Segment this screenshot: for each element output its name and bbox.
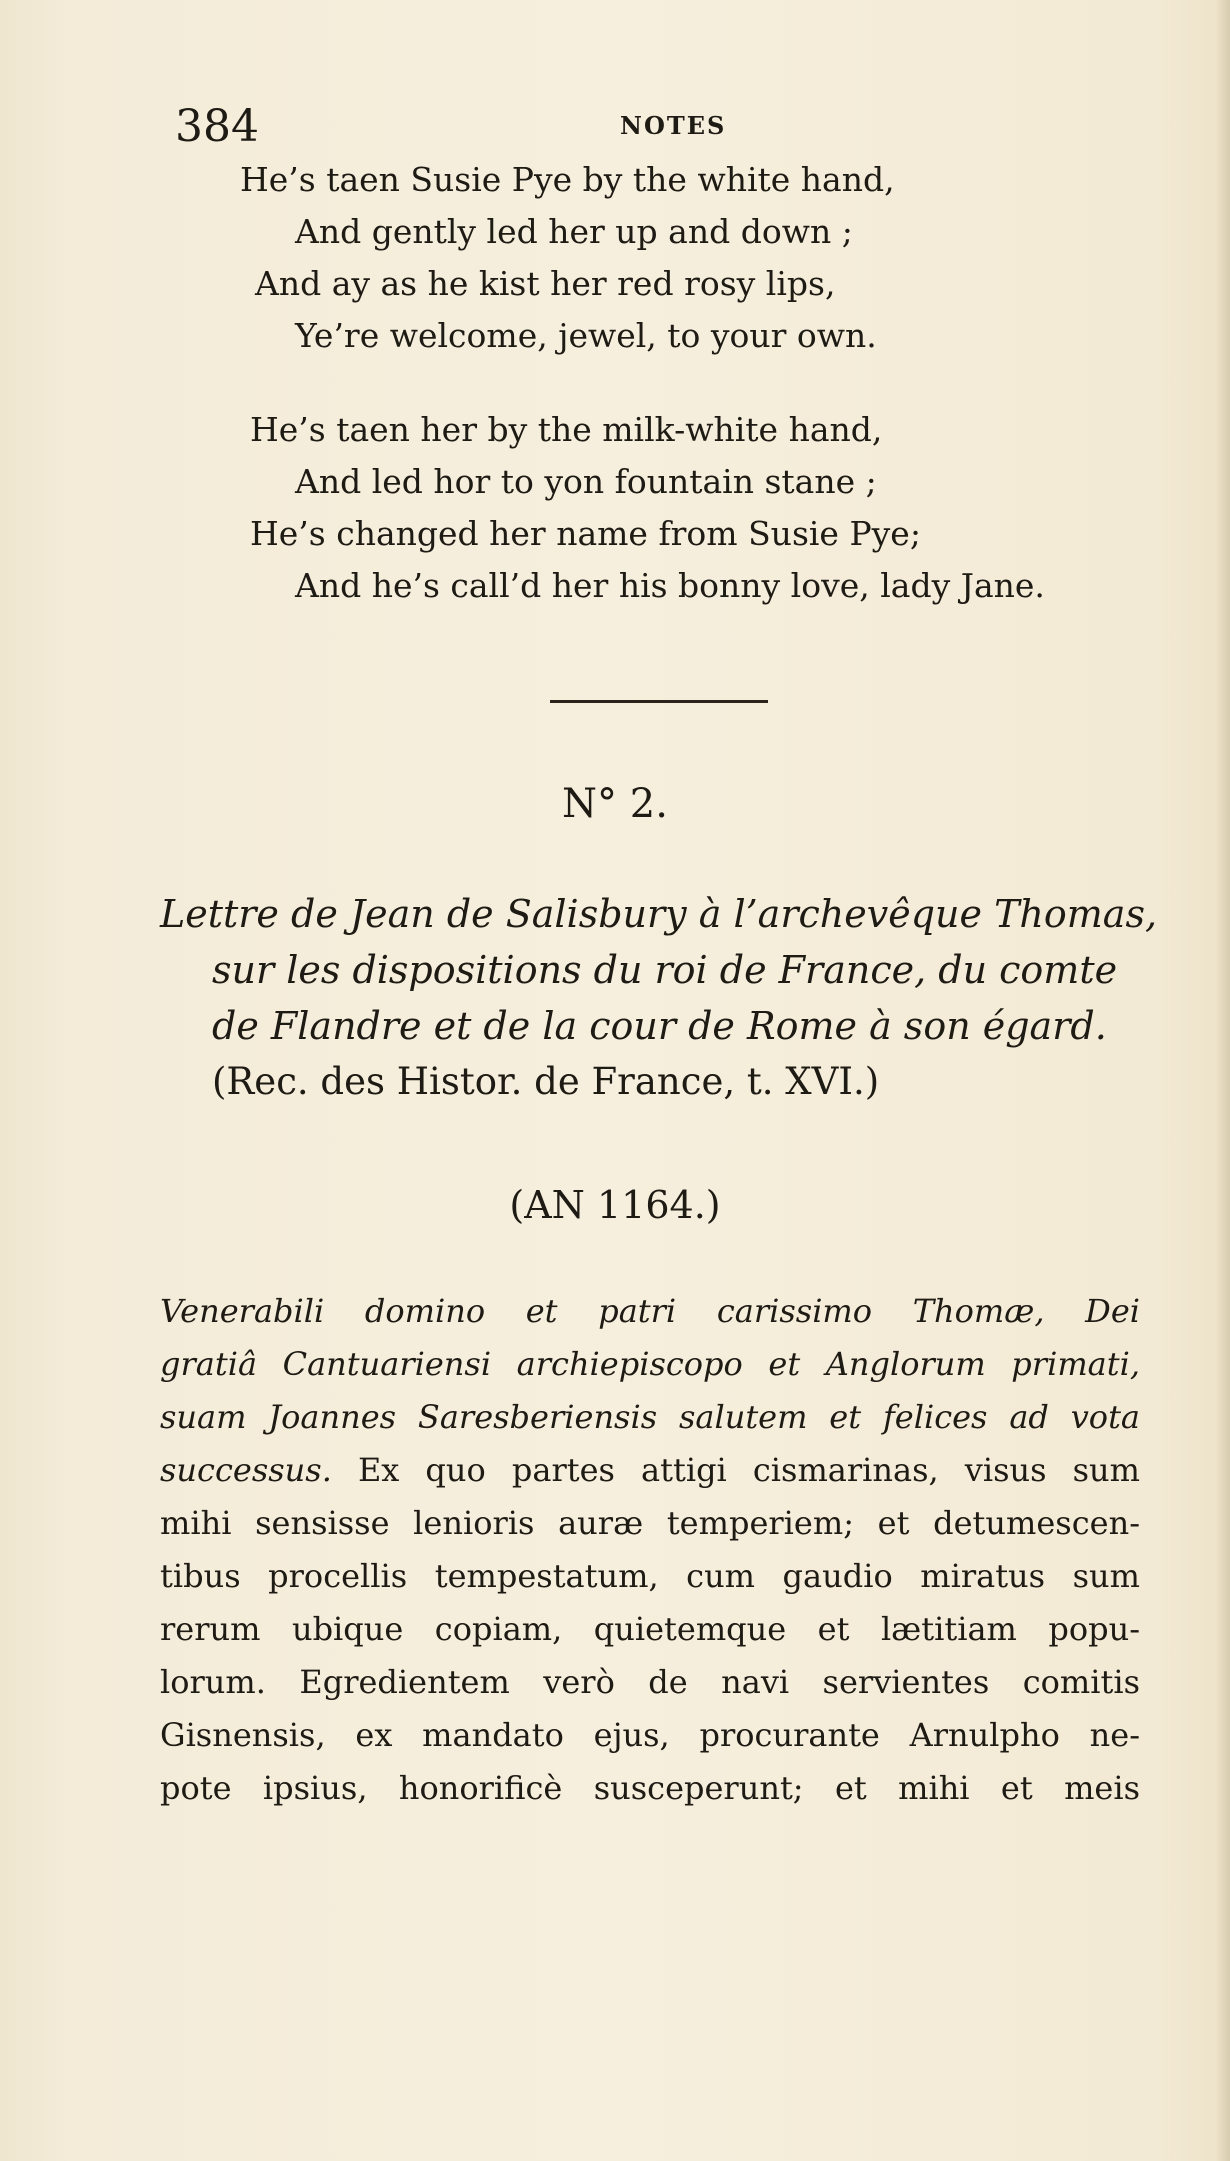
verse-line: Ye’re welcome, jewel, to your own. xyxy=(295,316,877,355)
section-divider xyxy=(550,700,768,703)
body-line xyxy=(160,1343,1140,1385)
body-line xyxy=(160,1608,1140,1650)
verse-line: And ay as he kist her red rosy lips, xyxy=(255,264,836,303)
body-line-roman: tibus procellis tempestatum, cum gaudio miratus sum xyxy=(160,1557,1140,1595)
body-line-roman: mihi sensisse lenioris auræ temperiem; et detumescen- xyxy=(160,1504,1140,1542)
source-reference: (Rec. des Histor. de France, t. XVI.) xyxy=(212,1060,880,1103)
body-line-italic: suam Joannes Saresberiensis salutem et felices ad vota xyxy=(160,1398,1140,1436)
verse-line: And he’s call’d her his bonny love, lady Jane. xyxy=(295,566,1045,605)
body-line-italic: successus. xyxy=(160,1451,332,1489)
title-line: de Flandre et de la cour de Rome à son égard. xyxy=(212,1004,1107,1048)
verse-line: And led hor to yon fountain stane ; xyxy=(295,462,877,501)
body-line-roman: rerum ubique copiam, quietemque et lætitiam popu- xyxy=(160,1610,1140,1648)
body-line-italic: Venerabili domino et patri carissimo Thomæ, Dei xyxy=(160,1292,1140,1330)
body-line xyxy=(160,1290,1140,1332)
body-line xyxy=(160,1502,1140,1544)
page-number: 384 xyxy=(175,101,259,152)
title-line: sur les dispositions du roi de France, du comte xyxy=(212,948,1118,992)
verse-line: He’s taen Susie Pye by the white hand, xyxy=(240,160,895,199)
body-line xyxy=(160,1767,1140,1809)
body-line xyxy=(160,1396,1140,1438)
body-line-roman: Ex quo partes attigi cismarinas, visus sum xyxy=(331,1451,1140,1489)
running-title: NOTES xyxy=(620,111,727,140)
body-line-roman: lorum. Egredientem verò de navi servientes comitis xyxy=(160,1663,1140,1701)
verse-line: And gently led her up and down ; xyxy=(295,212,853,251)
running-header xyxy=(0,102,1230,152)
verse-line: He’s changed her name from Susie Pye; xyxy=(250,514,921,553)
section-number: N° 2. xyxy=(562,781,668,827)
body-line-italic: gratiâ Cantuariensi archiepiscopo et Anglorum primati, xyxy=(160,1345,1140,1383)
body-line xyxy=(160,1449,1140,1491)
body-line-roman: pote ipsius, honorificè susceperunt; et mihi et meis xyxy=(160,1769,1140,1807)
page-edge-shadow xyxy=(1216,0,1230,2161)
title-line: Lettre de Jean de Salisbury à l’archevêque Thomas, xyxy=(160,892,1158,936)
verse-line: He’s taen her by the milk-white hand, xyxy=(250,410,883,449)
body-line-roman: Gisnensis, ex mandato ejus, procurante Arnulpho ne- xyxy=(160,1716,1140,1754)
body-line xyxy=(160,1714,1140,1756)
body-line xyxy=(160,1555,1140,1597)
body-line xyxy=(160,1661,1140,1703)
letter-year: (AN 1164.) xyxy=(509,1183,721,1227)
